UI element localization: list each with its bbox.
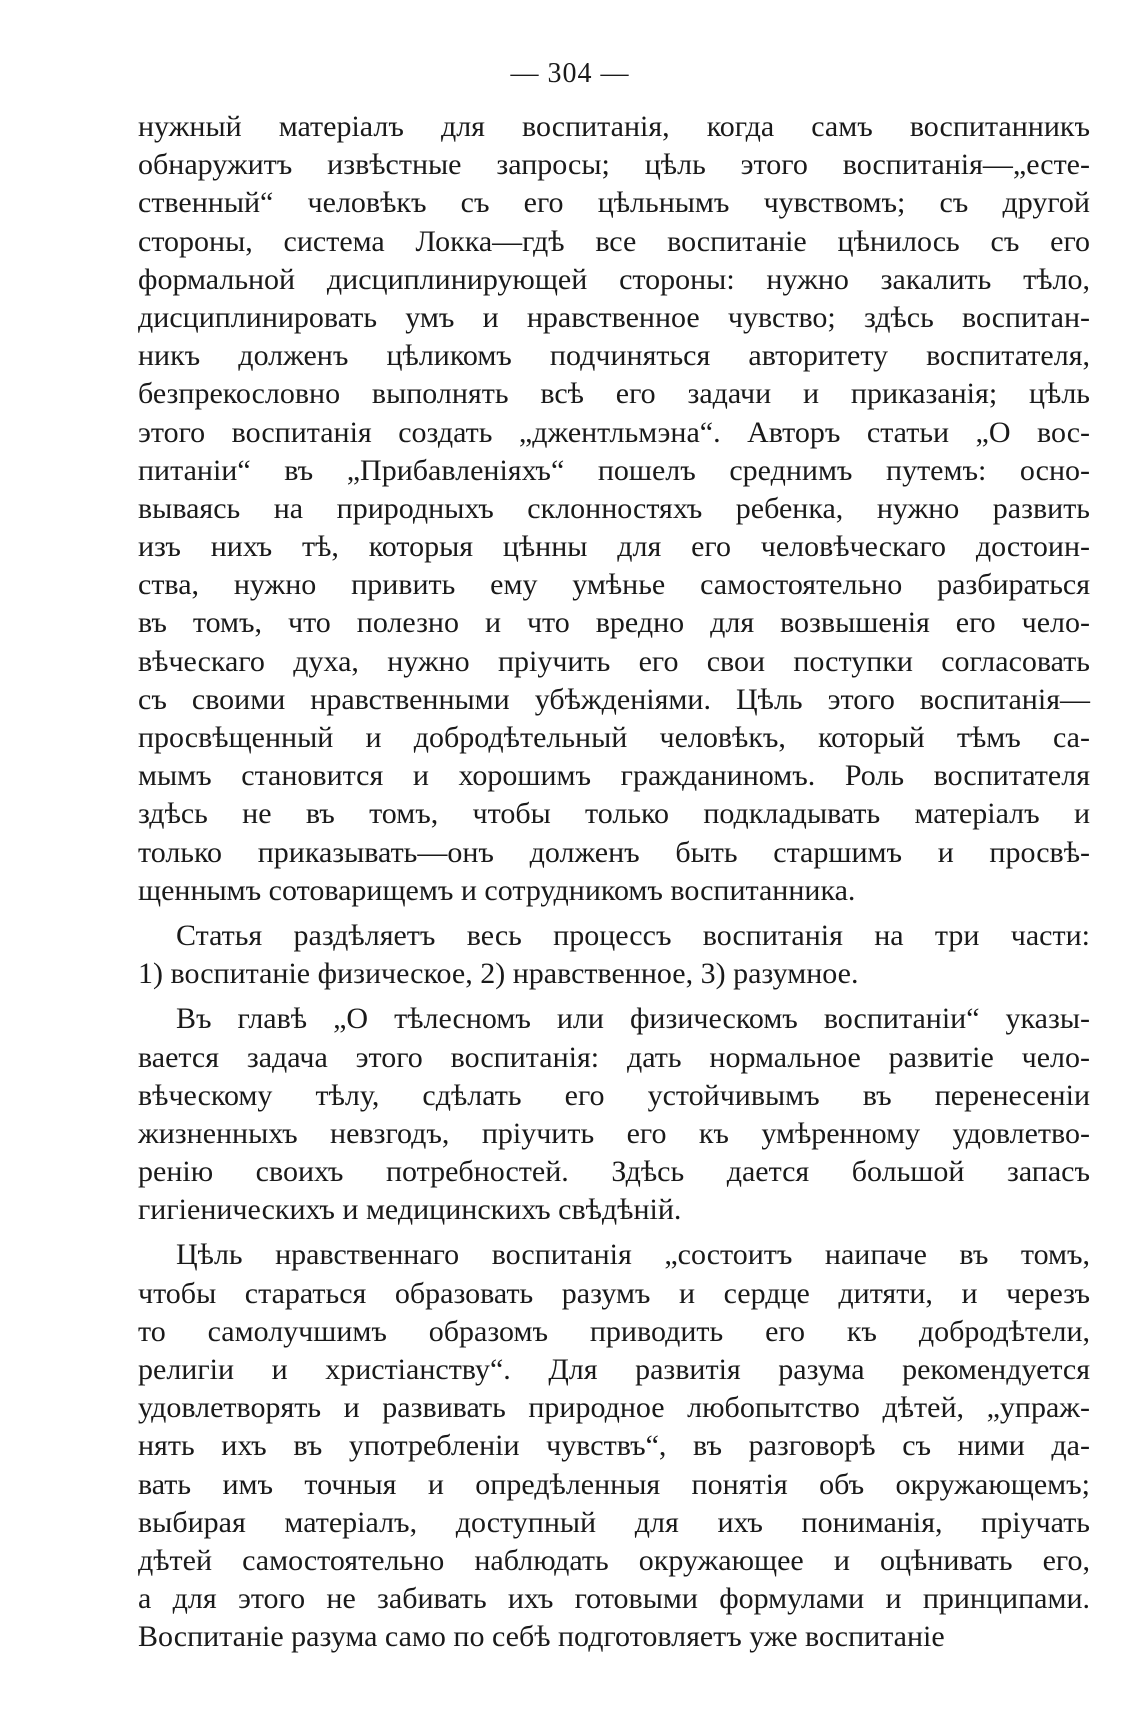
text-line: Въ главѣ „О тѣлесномъ или физическомъ воспитаніи“ указы-: [176, 1002, 1090, 1036]
text-line: съ своими нравственными убѣжденіями. Цѣль этого воспитанія—: [138, 682, 1090, 716]
paragraph: [138, 108, 1090, 910]
text-line: ренію своихъ потребностей. Здѣсь дается большой запасъ: [138, 1155, 1090, 1189]
text-line: дисциплинировать умъ и нравственное чувство; здѣсь воспитан-: [138, 300, 1090, 334]
page-number: — 304 —: [510, 58, 630, 89]
text-line: а для этого не забивать ихъ готовыми формулами и принципами.: [138, 1582, 1090, 1616]
text-line: выбирая матеріалъ, доступный для ихъ пониманія, пріучать: [138, 1505, 1090, 1539]
text-line: гигіеническихъ и медицинскихъ свѣдѣній.: [138, 1193, 682, 1227]
text-line: 1) воспитаніе физическое, 2) нравственное, 3) разумное.: [138, 957, 859, 991]
text-line: никъ долженъ цѣликомъ подчиняться авторитету воспитателя,: [138, 339, 1090, 373]
paragraph-gap: [138, 993, 1090, 1000]
paragraph: [138, 1236, 1090, 1656]
text-line: нять ихъ въ употребленіи чувствъ“, въ разговорѣ съ ними да-: [138, 1429, 1090, 1463]
text-line: формальной дисциплинирующей стороны: нужно закалить тѣло,: [138, 262, 1090, 296]
text-line: религіи и христіанству“. Для развитія разума рекомендуется: [138, 1353, 1090, 1386]
text-line: нужный матеріалъ для воспитанія, когда самъ воспитанникъ: [138, 110, 1090, 143]
text-line: дѣтей самостоятельно наблюдать окружающее и оцѣнивать его,: [138, 1543, 1090, 1577]
paragraph-gap: [138, 910, 1090, 917]
text-line: вѣческому тѣлу, сдѣлать его устойчивымъ въ перенесеніи: [138, 1078, 1090, 1112]
text-line: вать имъ точныя и опредѣленныя понятія объ окружающемъ;: [138, 1467, 1090, 1501]
text-line: просвѣщенный и добродѣтельный человѣкъ, который тѣмъ са-: [138, 721, 1090, 754]
text-line: Статья раздѣляетъ весь процессъ воспитанія на три части:: [176, 918, 1090, 952]
paragraph: [138, 1000, 1090, 1229]
text-line: только приказывать—онъ долженъ быть старшимъ и просвѣ-: [138, 835, 1090, 869]
paragraph-gap: [138, 1229, 1090, 1236]
text-line: ства, нужно привить ему умѣнье самостоятельно разбираться: [138, 568, 1090, 602]
text-line: вѣческаго духа, нужно пріучить его свои поступки согласовать: [138, 644, 1090, 678]
text-line: стороны, система Локка—гдѣ все воспитаніе цѣнилось съ его: [138, 224, 1090, 258]
text-line: мымъ становится и хорошимъ гражданиномъ. Роль воспитателя: [138, 759, 1090, 793]
paragraph: [138, 917, 1090, 993]
text-line: питаніи“ въ „Прибавленіяхъ“ пошелъ среднимъ путемъ: осно-: [138, 453, 1090, 487]
text-line: жизненныхъ невзгодъ, пріучить его къ умѣренному удовлетво-: [138, 1116, 1090, 1150]
text-line: здѣсь не въ томъ, чтобы только подкладывать матеріалъ и: [138, 797, 1090, 831]
text-line: въ томъ, что полезно и что вредно для возвышенія его чело-: [138, 606, 1090, 640]
text-line: Воспитаніе разума само по себѣ подготовляетъ уже воспитаніе: [138, 1620, 945, 1654]
text-line: щеннымъ сотоварищемъ и сотрудникомъ воспитанника.: [138, 873, 856, 907]
text-line: Цѣль нравственнаго воспитанія „состоитъ наипаче въ томъ,: [176, 1238, 1090, 1272]
text-line: удовлетворять и развивать природное любопытство дѣтей, „упраж-: [138, 1391, 1090, 1425]
text-line: чтобы стараться образовать разумъ и сердце дитяти, и черезъ: [138, 1276, 1090, 1310]
body-text: [138, 108, 1090, 1657]
text-line: то самолучшимъ образомъ приводить его къ добродѣтели,: [138, 1314, 1090, 1348]
text-line: изъ нихъ тѣ, которыя цѣнны для его человѣческаго достоин-: [138, 530, 1090, 564]
text-line: этого воспитанія создать „джентльмэна“. Авторъ статьи „О вос-: [138, 415, 1090, 449]
text-line: вается задача этого воспитанія: дать нормальное развитіе чело-: [138, 1040, 1090, 1074]
text-line: ственный“ человѣкъ съ его цѣльнымъ чувствомъ; съ другой: [138, 186, 1090, 220]
text-line: обнаружитъ извѣстные запросы; цѣль этого воспитанія—„есте-: [138, 148, 1090, 182]
text-line: безпрекословно выполнять всѣ его задачи и приказанія; цѣль: [138, 377, 1090, 411]
text-line: вываясь на природныхъ склонностяхъ ребенка, нужно развить: [138, 491, 1090, 525]
